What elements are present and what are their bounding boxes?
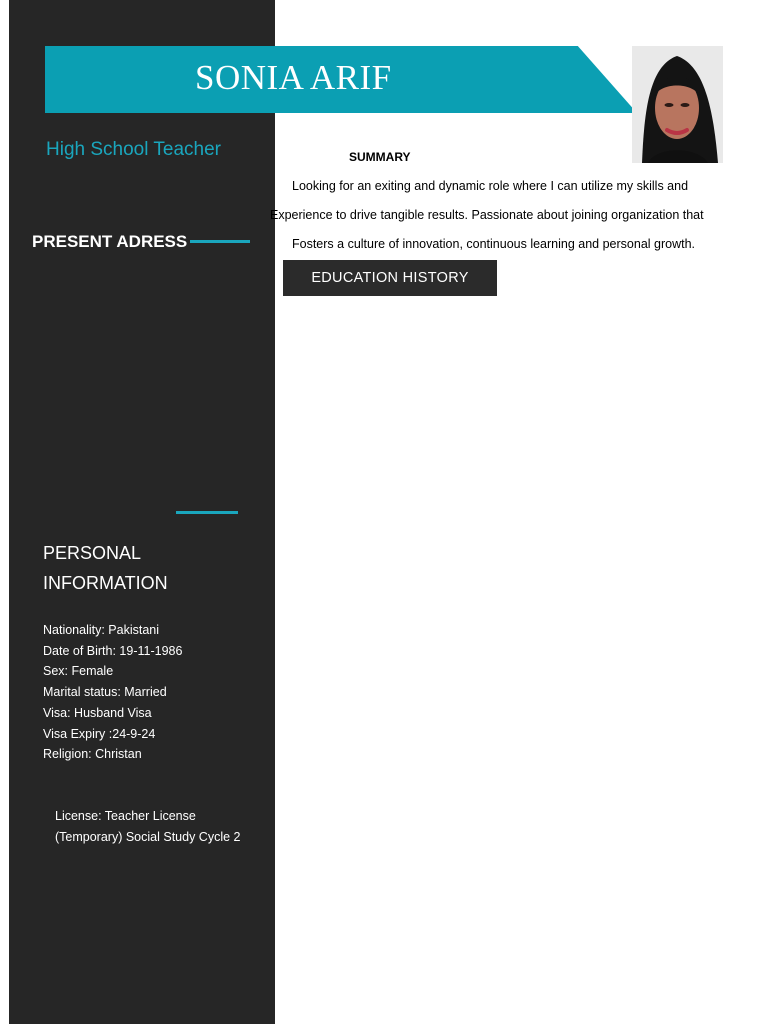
license-line: License: Teacher License	[55, 809, 196, 823]
portrait-photo-icon	[632, 46, 723, 163]
personal-information-list	[43, 620, 182, 765]
personal-information-heading: PERSONAL INFORMATION	[43, 543, 168, 593]
date-of-birth: Date of Birth: 19-11-1986	[43, 643, 183, 658]
present-address-heading: PRESENT ADRESS	[32, 232, 188, 251]
summary-heading: SUMMARY	[349, 150, 411, 164]
address-divider	[190, 240, 250, 243]
sex: Sex: Female	[43, 664, 114, 679]
license-info	[55, 806, 265, 847]
visa: Visa: Husband Visa	[43, 705, 152, 720]
visa-expiry: Visa Expiry :24-9-24	[43, 726, 156, 741]
education-history-heading: EDUCATION HISTORY	[283, 260, 497, 296]
summary-line: Fosters a culture of innovation, continuous learning and personal growth.	[292, 237, 696, 251]
license-line: (Temporary) Social Study Cycle 2	[55, 829, 241, 844]
job-title: High School Teacher	[46, 139, 221, 160]
section-divider	[176, 511, 238, 514]
resume-name: SONIA ARIF	[195, 58, 392, 97]
summary-line: Looking for an exiting and dynamic role where I can utilize my skills and	[292, 179, 689, 193]
marital-status: Marital status: Married	[43, 685, 167, 700]
religion: Religion: Christan	[43, 747, 142, 762]
nationality: Nationality: Pakistani	[43, 623, 160, 637]
portrait-photo	[632, 46, 723, 163]
summary-line: Experience to drive tangible results. Passionate about joining organization that	[270, 208, 704, 222]
